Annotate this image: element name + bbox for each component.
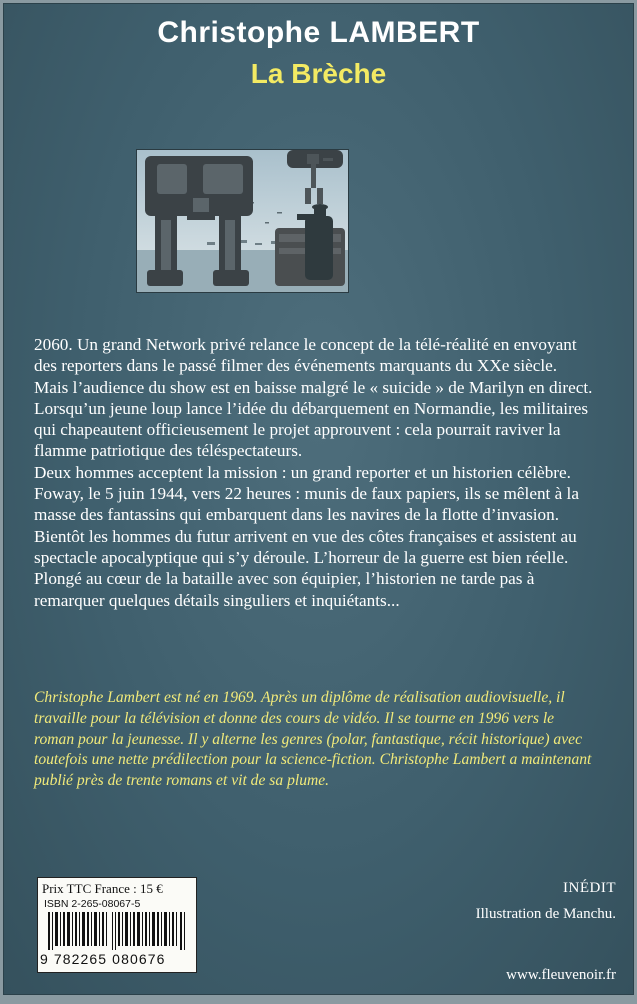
author-name: Christophe LAMBERT: [157, 16, 480, 49]
summary-paragraph: Mais l’audience du show est en baisse malgré le « suicide » de Marilyn en direct. Lorsqu’un jeune loup lance l’idée du débarquement en Normandie, les militaires qui chapeautent officieusement le projet approuvent : cela pourrait raviver la flamme patriotique des téléspectateurs.: [34, 377, 593, 461]
summary-paragraph: Deux hommes acceptent la mission : un grand reporter et un historien célèbre.: [34, 462, 571, 482]
author-bio: Christophe Lambert est né en 1969. Après un diplôme de réalisation audiovisuelle, il travaille pour la télévision et donne des cours de vidéo. Il se tourne en 1996 vers le roman pour la jeunesse. Il y alterne les genres (polar, fantastique, récit historique) avec toutefois une nette prédilection pour la science-fiction. Christophe Lambert a maintenant publié près de trente romans et vit de sa plume.: [34, 689, 592, 790]
isbn-label: ISBN 2-265-08067-5: [44, 898, 141, 910]
barcode-number: 9 782265 080676: [40, 951, 166, 967]
back-cover-summary: [34, 334, 596, 611]
back-cover: [4, 4, 633, 994]
illustration-credit: Illustration de Manchu.: [475, 906, 616, 922]
summary-paragraph: 2060. Un grand Network privé relance le concept de la télé-réalité en envoyant des reporters dans le passé filmer des événements marquants du XXe siècle.: [34, 335, 577, 376]
barcode-icon: [48, 912, 188, 950]
war-scene-illustration: [136, 149, 349, 293]
price-barcode-box: [37, 877, 197, 973]
inedit-label: INÉDIT: [563, 880, 616, 896]
summary-paragraph: Foway, le 5 juin 1944, vers 22 heures : munis de faux papiers, ils se mêlent à la masse des fantassins qui embarquent dans les navires de la flotte d’invasion. Bientôt les hommes du futur arrivent en vue des côtes françaises et assistent au spectacle apocalyptique qui s’y déroule. L’horreur de la guerre est bien réelle. Plongé au cœur de la bataille avec son équipier, l’historien ne tarde pas à remarquer quelques détails singuliers et inquiétants...: [34, 484, 579, 610]
price-label: Prix TTC France : 15 €: [42, 881, 163, 896]
book-title: La Brèche: [250, 58, 387, 89]
website-link[interactable]: www.fleuvenoir.fr: [506, 967, 616, 983]
